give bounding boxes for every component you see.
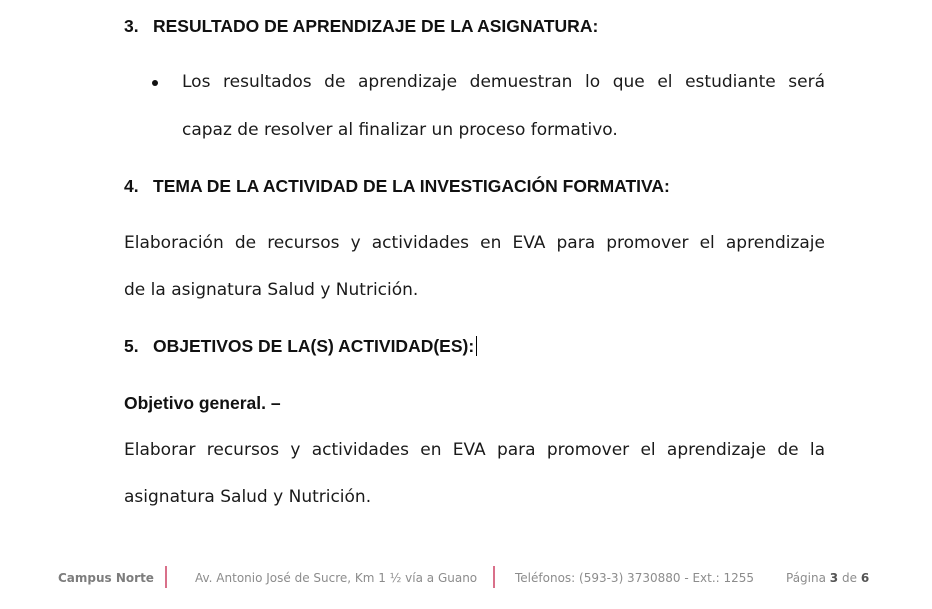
page-current: 3 [829, 571, 839, 585]
page-of: de [841, 571, 857, 585]
section-number: 4. [124, 176, 139, 196]
section-number: 5. [124, 336, 139, 356]
paragraph-line-2: de la asignatura Salud y Nutrición. [124, 280, 419, 300]
footer-phone: Teléfonos: (593-3) 3730880 - Ext.: 1255 [515, 571, 755, 585]
bullet-text-line-1: Los resultados de aprendizaje demuestran lo que el estudiante será [182, 72, 825, 92]
page-number [786, 571, 869, 585]
section-5-heading [124, 336, 477, 357]
paragraph-line-1: Elaboración de recursos y actividades en EVA para promover el aprendizaje [124, 233, 825, 253]
section-title: TEMA DE LA ACTIVIDAD DE LA INVESTIGACIÓN FORMATIVA: [153, 176, 670, 196]
section-4-heading [124, 176, 670, 197]
objective-label: Objetivo general. – [124, 393, 281, 413]
page-footer [0, 566, 932, 590]
objective-line-2: asignatura Salud y Nutrición. [124, 487, 372, 507]
section-title: OBJETIVOS DE LA(S) ACTIVIDAD(ES): [153, 336, 475, 356]
bullet-icon [152, 80, 158, 86]
bullet-text-line-2: capaz de resolver al finalizar un proceso formativo. [182, 120, 618, 140]
page-prefix: Página [786, 571, 826, 585]
objective-line-1: Elaborar recursos y actividades en EVA para promover el aprendizaje de la [124, 440, 825, 460]
footer-campus: Campus Norte [58, 571, 154, 585]
section-title: RESULTADO DE APRENDIZAJE DE LA ASIGNATURA: [153, 16, 599, 36]
page-total: 6 [860, 571, 870, 585]
text-cursor [476, 336, 477, 356]
section-3-heading [124, 16, 598, 37]
footer-separator [165, 566, 167, 588]
footer-address: Av. Antonio José de Sucre, Km 1 ½ vía a Guano [195, 571, 478, 585]
footer-separator [493, 566, 495, 588]
section-number: 3. [124, 16, 139, 36]
